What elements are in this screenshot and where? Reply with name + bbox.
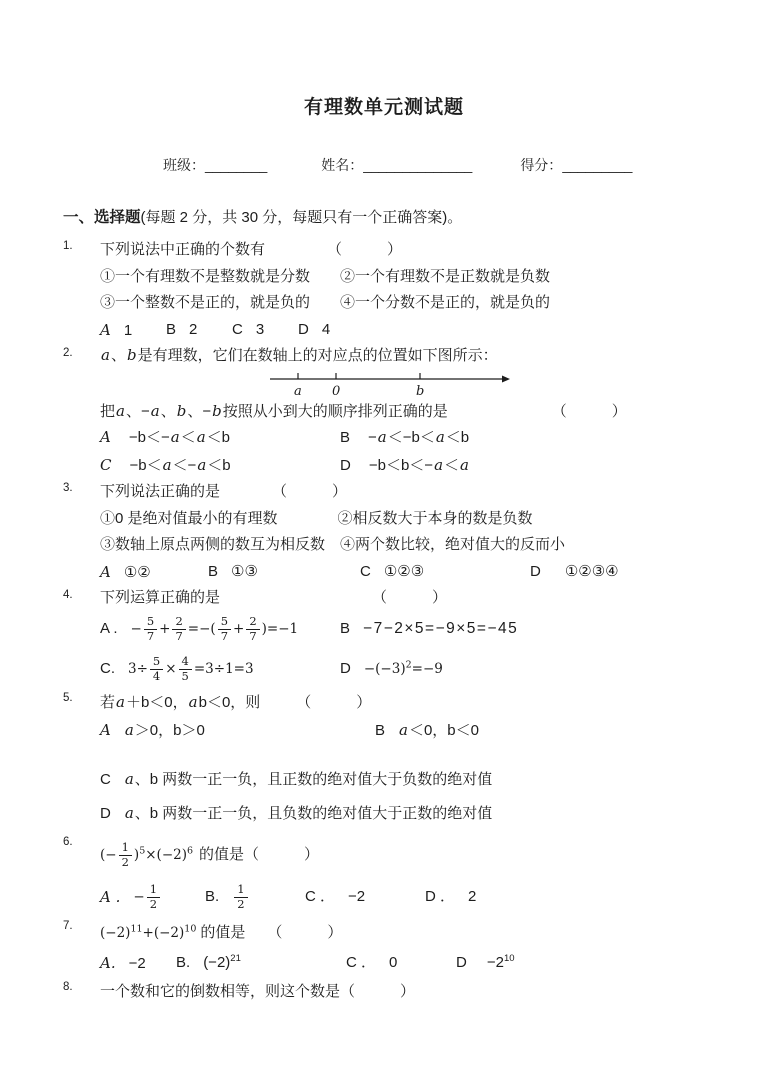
option-c: C −b＜a＜−a＜b (100, 455, 231, 474)
question-5-option-d: D a、b 两数一正一负，且负数的绝对值大于正数的绝对值 (100, 803, 493, 822)
option-c: C. 3÷ $\frac{5}{4}$ × $\frac{4}{5}$ =3÷1=3 (100, 654, 254, 683)
question-2 (63, 344, 705, 479)
question-1-statements-2: ③一个整数不是正的，就是负的 ④一个分数不是正的，就是负的 (100, 294, 551, 311)
question-7-stem-text: 的值是 (200, 923, 246, 941)
option-b: B ①③ (208, 562, 258, 580)
name-field (321, 155, 472, 175)
question-6-number: 6. (63, 835, 73, 848)
question-2-stem: a、b是有理数，它们在数轴上的对应点的位置如下图所示： (101, 346, 498, 364)
question-3-statements-2: ③数轴上原点两侧的数互为相反数 ④两个数比较，绝对值大的反而小 (100, 536, 566, 553)
label-b: b (416, 384, 425, 398)
option-d: D −b＜b＜−a＜a (340, 455, 469, 474)
option-a: A −b＜−a＜a＜b (100, 428, 230, 446)
score-blank: _________ (562, 157, 633, 173)
class-blank: ________ (205, 157, 268, 173)
option-c: C 3 (232, 320, 265, 338)
question-8-number: 8. (63, 980, 73, 993)
option-b: B 2 (166, 320, 198, 338)
class-field (163, 155, 267, 175)
question-7 (63, 917, 705, 978)
number-line (270, 370, 510, 398)
option-c: C ． −2 (305, 887, 366, 905)
option-d: D ． 2 (425, 887, 477, 905)
option-d: D ①②③④ (530, 562, 619, 580)
option-a: A . − $\frac{5}{7}$ + $\frac{2}{7}$ =−( $\frac{5}{7}$ + $\frac{2}{7}$ )=−1 (100, 614, 299, 643)
question-3-options (100, 559, 705, 587)
option-a: A . − $\frac{1}{2}$ (100, 877, 205, 917)
answer-paren: （ ） (296, 694, 372, 711)
section-heading (63, 205, 705, 227)
question-5-number: 5. (63, 692, 73, 704)
question-3-number: 3. (63, 482, 73, 494)
answer-paren: （ ） (267, 923, 343, 941)
question-1-number: 1. (63, 240, 73, 252)
question-6 (63, 833, 705, 917)
option-b: B. $\frac{1}{2}$ (205, 877, 305, 917)
number-line-figure (270, 370, 705, 398)
option-b: B −7−2×5=−9×5=−45 (340, 620, 519, 637)
question-2-number: 2. (63, 347, 73, 359)
option-a: A. −2 (100, 953, 146, 972)
question-8 (63, 978, 705, 1005)
question-8-stem: 一个数和它的倒数相等，则这个数是（ ） (100, 982, 416, 1000)
answer-paren: （ ） (327, 241, 403, 258)
question-3-stem: 下列说法正确的是 （ ） (100, 483, 348, 500)
name-blank: ______________ (363, 157, 473, 173)
question-1-stem: 下列说法中正确的个数有 （ ） (100, 241, 403, 258)
question-2-options-row-2 (100, 452, 705, 480)
score-field (520, 155, 632, 175)
class-label: 班级： (163, 157, 205, 173)
option-a: A ①② (100, 562, 151, 581)
question-5-option-c: C a、b 两数一正一负，且正数的绝对值大于负数的绝对值 (100, 769, 493, 788)
option-b: B −a＜−b＜a＜b (340, 428, 470, 446)
answer-paren: （ ） (272, 483, 348, 500)
question-3 (63, 479, 705, 586)
answer-paren: （ ） (372, 589, 448, 606)
question-4-options-row-2 (100, 649, 705, 689)
label-a: a (294, 384, 302, 398)
answer-paren: （ ） (551, 403, 627, 420)
question-6-options (100, 877, 705, 917)
question-5 (63, 689, 705, 833)
option-c: C ． 0 (346, 953, 398, 971)
option-a: A a＞0，b＞0 (100, 721, 205, 739)
question-6-stem-text: 的值是（ ） (199, 845, 320, 863)
option-b: B a＜0，b＜0 (375, 721, 479, 739)
question-6-stem: (− $\frac{1}{2}$ )$^5\times(-2)^6$ 的值是（ ） (100, 833, 705, 877)
question-7-options (100, 949, 705, 978)
question-7-stem: $(-2)^{11}+(-2)^{10}$ 的值是 （ ） (100, 923, 343, 941)
name-label: 姓名： (321, 157, 364, 173)
question-1-options (100, 317, 705, 345)
question-4-stem: 下列运算正确的是 （ ） (100, 589, 448, 606)
option-a: A 1 (100, 320, 133, 339)
score-label: 得分： (520, 157, 563, 173)
option-d: D $-2^{10}$ (456, 952, 515, 971)
arrow-right-icon (502, 376, 510, 383)
page-title: 有理数单元测试题 (303, 97, 464, 118)
option-b: B. $(-2)^{21}$ (176, 952, 241, 971)
question-3-statements-1: ①0 是绝对值最小的有理数 ②相反数大于本身的数是负数 (100, 509, 533, 527)
question-2-subquestion: 把a、−a、b、−b按照从小到大的顺序排列正确的是 （ ） (100, 402, 627, 420)
option-d: D $-(-3)^2=-9$ (340, 659, 443, 677)
option-c: C ①②③ (360, 562, 425, 580)
question-4 (63, 586, 705, 689)
student-info-row (63, 155, 705, 175)
question-1 (63, 237, 705, 344)
section-heading-rest: (每题 2 分，共 30 分，每题只有一个正确答案)。 (140, 209, 463, 226)
label-zero: 0 (332, 384, 341, 398)
question-1-statements-1: ①一个有理数不是整数就是分数 ②一个有理数不是正数就是负数 (100, 267, 551, 285)
question-5-options-row-1 (100, 717, 705, 745)
section-heading-bold: 一、选择题 (63, 209, 141, 226)
question-2-options-row-1 (100, 424, 705, 452)
question-4-number: 4. (63, 589, 73, 601)
question-7-number: 7. (63, 919, 73, 932)
option-d: D 4 (298, 320, 331, 338)
question-4-options-row-1 (100, 609, 705, 649)
question-5-stem: 若a＋b＜0，ab＜0，则 （ ） (100, 693, 372, 711)
